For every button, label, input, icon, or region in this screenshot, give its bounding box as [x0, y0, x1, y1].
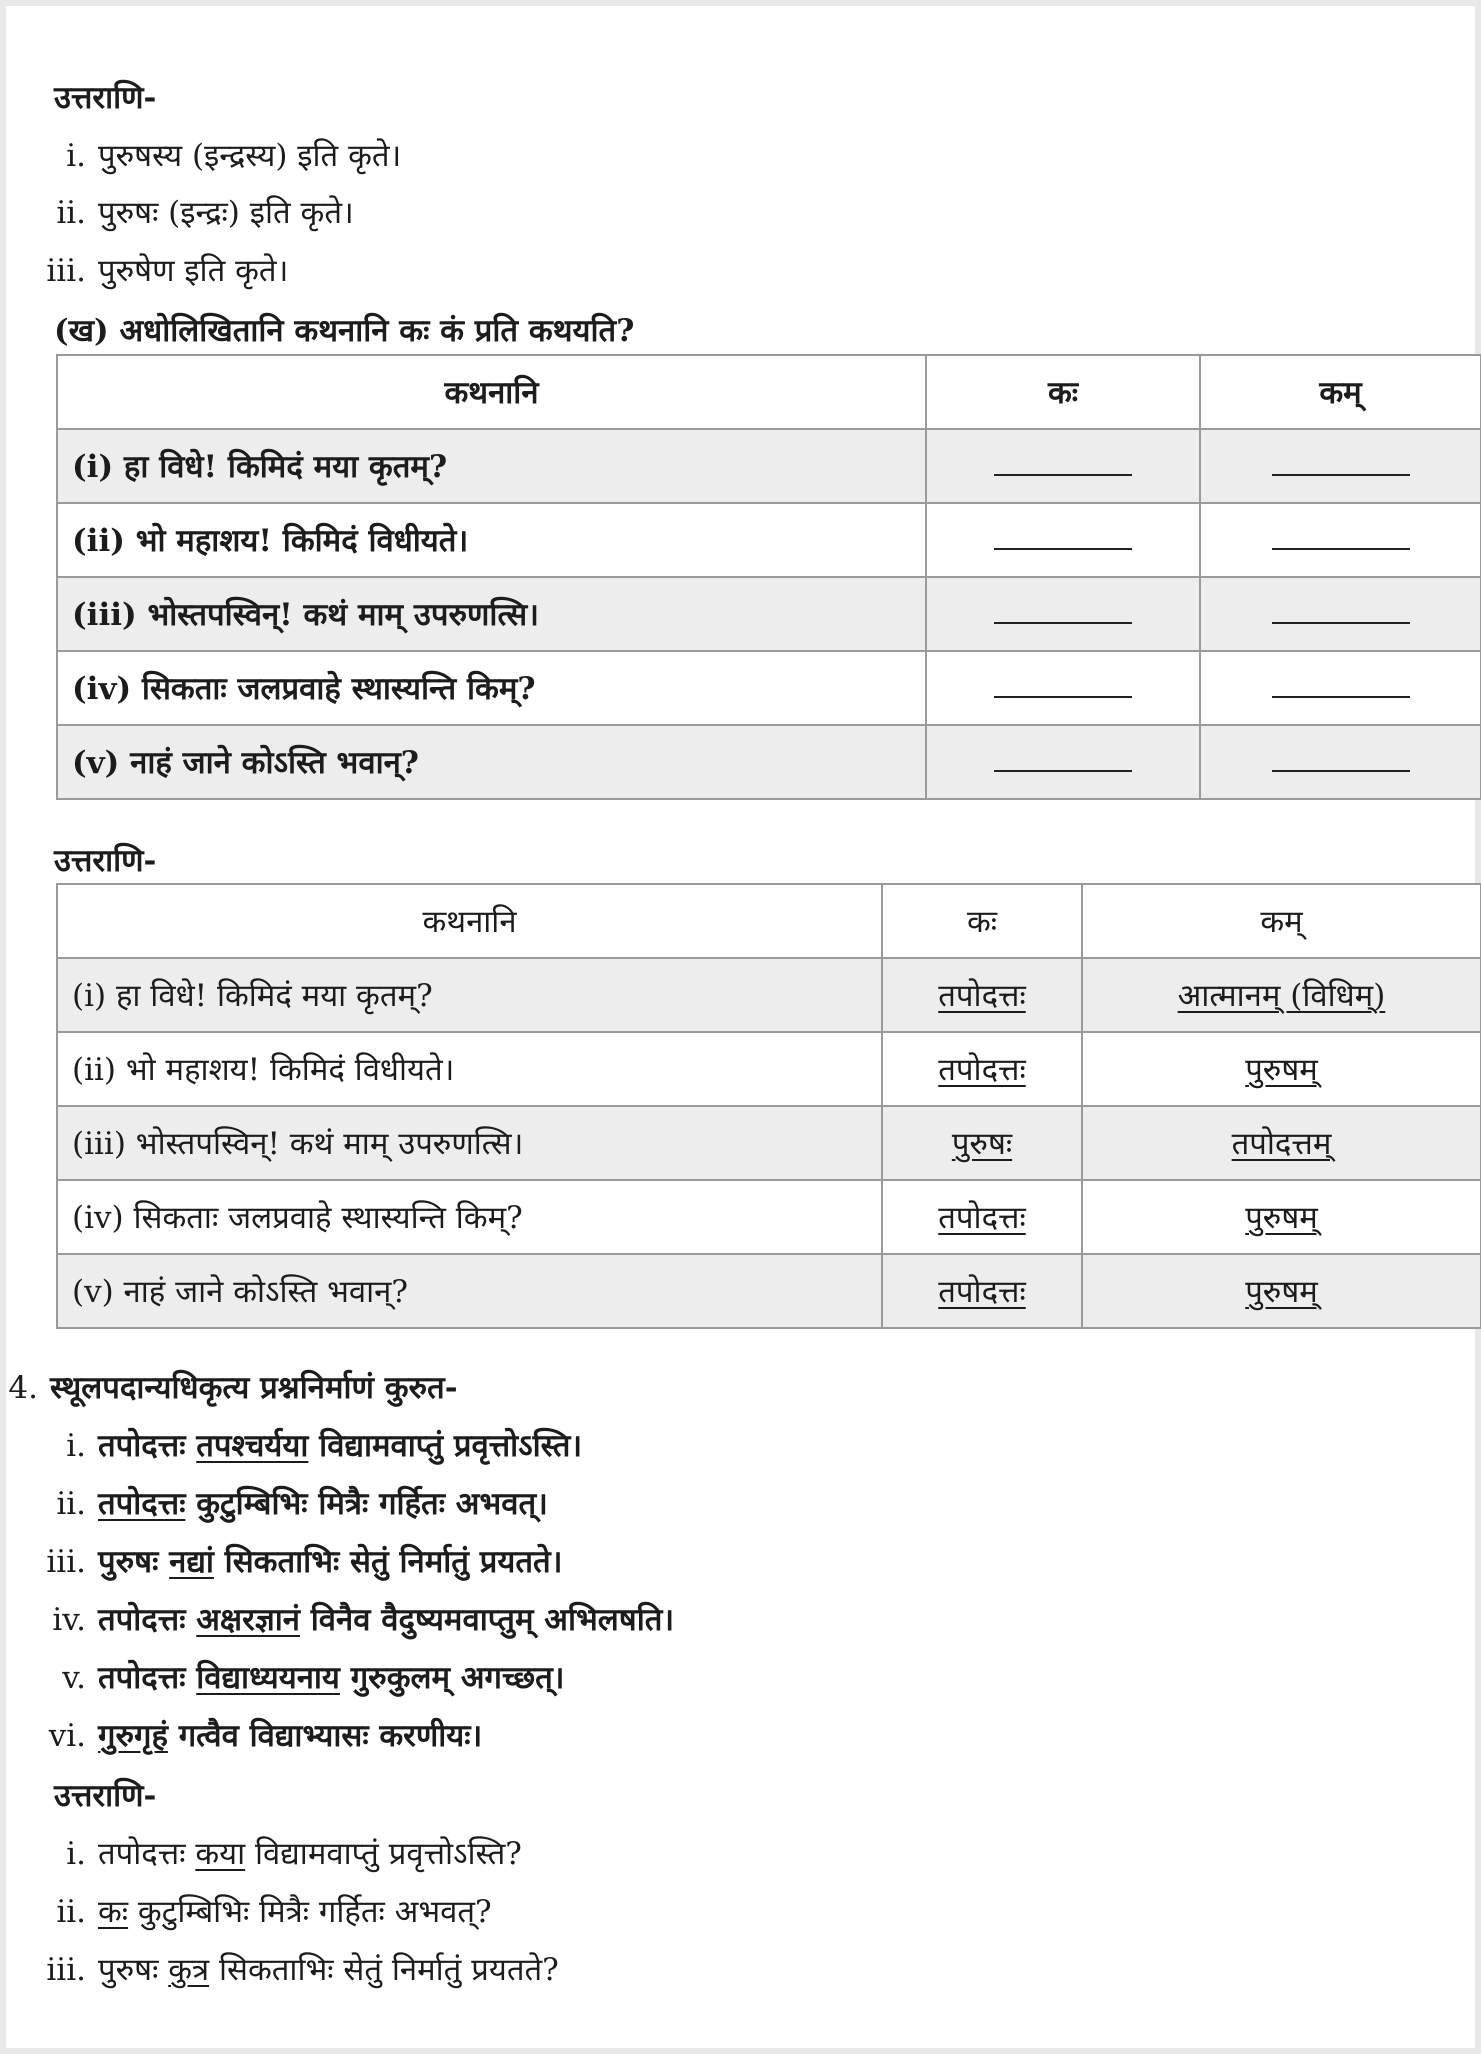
question-item: [36, 1540, 562, 1582]
item-number: iv.: [52, 1602, 86, 1638]
addressee-cell: [1082, 1254, 1481, 1328]
addressee-cell: [1082, 1032, 1481, 1106]
question-word: कः: [98, 1894, 129, 1930]
speaker-answer: तपोदत्तः: [938, 1200, 1026, 1236]
column-header: कम्: [1082, 884, 1481, 958]
speaker-blank: [926, 725, 1200, 799]
table-row: [57, 651, 1481, 725]
answer-item: [36, 1890, 492, 1932]
row-number: (iii): [72, 597, 137, 633]
addressee-blank: [1200, 429, 1481, 503]
statement-cell: (v) नाहं जाने कोऽस्ति भवान्?: [57, 1254, 882, 1328]
speaker-cell: [882, 1180, 1082, 1254]
addressee-answer: तपोदत्तम्: [1231, 1126, 1332, 1162]
highlighted-word: अक्षरज्ञानं: [196, 1602, 300, 1638]
speaker-cell: [882, 958, 1082, 1032]
speaker-answer: तपोदत्तः: [938, 1274, 1026, 1310]
addressee-answer: आत्मानम् (विधिम्): [1177, 978, 1386, 1014]
statement-cell: (ii) भो महाशय! किमिदं विधीयते।: [57, 1032, 882, 1106]
question-kha-table: [56, 354, 1481, 800]
speaker-blank: [926, 577, 1200, 651]
highlighted-word: तपश्चर्यया: [196, 1428, 309, 1464]
column-header: कथनानि: [57, 884, 882, 958]
answer-item: [36, 249, 288, 291]
speaker-cell: [882, 1106, 1082, 1180]
item-text: पुरुषः कुत्र सिकताभिः सेतुं निर्मातुं प्रयतते?: [98, 1952, 559, 1988]
statement-cell: (iv) सिकताः जलप्रवाहे स्थास्यन्ति किम्?: [57, 1180, 882, 1254]
question-number: 4.: [8, 1370, 38, 1406]
addressee-cell: [1082, 1180, 1481, 1254]
speaker-cell: [882, 1032, 1082, 1106]
document-page: [6, 6, 1475, 2048]
table-row: [57, 725, 1481, 799]
item-text: पुरुषेण इति कृते।: [98, 253, 289, 289]
table-header-row: [57, 355, 1481, 429]
question-item: [36, 1482, 548, 1524]
statement-cell: (iii) भोस्तपस्विन्! कथं माम् उपरुणत्सि।: [57, 1106, 882, 1180]
question-word: कुत्र: [168, 1952, 210, 1988]
answer-item: [36, 191, 354, 233]
question-word: कया: [195, 1836, 246, 1872]
highlighted-word: गुरुगृहं: [98, 1718, 168, 1754]
item-number: vi.: [48, 1718, 86, 1754]
answers-heading: उत्तराणि-: [54, 80, 157, 116]
speaker-answer: तपोदत्तः: [938, 978, 1026, 1014]
addressee-cell: [1082, 1106, 1481, 1180]
item-text: तपोदत्तः विद्याध्ययनाय गुरुकुलम् अगच्छत्।: [98, 1660, 565, 1696]
statement-cell: (i) हा विधे! किमिदं मया कृतम्?: [57, 958, 882, 1032]
item-text: कः कुटुम्बिभिः मित्रैः गर्हितः अभवत्?: [98, 1894, 492, 1930]
item-number: iii.: [46, 253, 86, 289]
question-4-heading: [8, 1366, 458, 1408]
row-number: (v): [72, 745, 120, 781]
addressee-blank: [1200, 577, 1481, 651]
table-row: [57, 1254, 1481, 1328]
answers-kha-heading: उत्तराणि-: [54, 843, 157, 879]
item-text: तपोदत्तः कया विद्यामवाप्तुं प्रवृत्तोऽस्ति?: [98, 1836, 522, 1872]
statement-cell: [57, 429, 926, 503]
statement-text: सिकताः जलप्रवाहे स्थास्यन्ति किम्?: [141, 671, 536, 707]
answer-item: [36, 1948, 559, 1990]
column-header: कः: [926, 355, 1200, 429]
speaker-answer: तपोदत्तः: [938, 1052, 1026, 1088]
statement-text: हा विधे! किमिदं मया कृतम्?: [123, 449, 448, 485]
item-text: पुरुषः नद्यां सिकताभिः सेतुं निर्मातुं प्रयतते।: [98, 1544, 563, 1580]
item-number: i.: [66, 1428, 86, 1464]
statement-text: नाहं जाने कोऽस्ति भवान्?: [130, 745, 419, 781]
item-text: तपोदत्तः कुटुम्बिभिः मित्रैः गर्हितः अभवत्।: [98, 1486, 548, 1522]
item-number: i.: [66, 138, 86, 174]
item-text: गुरुगृहं गत्वैव विद्याभ्यासः करणीयः।: [98, 1718, 483, 1754]
addressee-blank: [1200, 725, 1481, 799]
table-header-row: [57, 884, 1481, 958]
table-row: [57, 1106, 1481, 1180]
question-4-answers-heading: उत्तराणि-: [54, 1778, 157, 1814]
question-item: [36, 1656, 565, 1698]
answers-kha-table: [56, 883, 1481, 1329]
question-title: स्थूलपदान्यधिकृत्य प्रश्ननिर्माणं कुरुत-: [50, 1370, 458, 1406]
addressee-answer: पुरुषम्: [1245, 1274, 1318, 1310]
item-number: ii.: [56, 1486, 86, 1522]
item-text: तपोदत्तः अक्षरज्ञानं विनैव वैदुष्यमवाप्तुम् अभिलषति।: [98, 1602, 675, 1638]
item-text: तपोदत्तः तपश्चर्यया विद्यामवाप्तुं प्रवृत्तोऽस्ति।: [98, 1428, 583, 1464]
item-text: पुरुषस्य (इन्द्रस्य) इति कृते।: [98, 138, 402, 174]
question-item: [36, 1598, 674, 1640]
addressee-answer: पुरुषम्: [1245, 1200, 1318, 1236]
table-row: [57, 577, 1481, 651]
item-number: i.: [66, 1836, 86, 1872]
speaker-blank: [926, 429, 1200, 503]
row-number: (iv): [72, 671, 132, 707]
item-number: iii.: [46, 1544, 86, 1580]
column-header: कम्: [1200, 355, 1481, 429]
speaker-blank: [926, 503, 1200, 577]
statement-text: भो महाशय! किमिदं विधीयते।: [135, 523, 469, 559]
addressee-answer: पुरुषम्: [1245, 1052, 1318, 1088]
statement-cell: [57, 503, 926, 577]
question-kha-title: (ख) अधोलिखितानि कथनानि कः कं प्रति कथयति?: [54, 313, 635, 349]
answer-item: [36, 1832, 522, 1874]
statement-cell: [57, 577, 926, 651]
column-header: कः: [882, 884, 1082, 958]
item-number: ii.: [56, 195, 86, 231]
statement-text: भोस्तपस्विन्! कथं माम् उपरुणत्सि।: [147, 597, 540, 633]
question-item: [36, 1714, 482, 1756]
highlighted-word: तपोदत्तः: [98, 1486, 186, 1522]
statement-cell: [57, 725, 926, 799]
item-number: ii.: [56, 1894, 86, 1930]
row-number: (ii): [72, 523, 125, 559]
table-row: [57, 1032, 1481, 1106]
highlighted-word: नद्यां: [169, 1544, 214, 1580]
answer-item: [36, 134, 401, 176]
addressee-blank: [1200, 503, 1481, 577]
item-number: v.: [62, 1660, 86, 1696]
table-row: [57, 1180, 1481, 1254]
highlighted-word: विद्याध्ययनाय: [196, 1660, 340, 1696]
table-row: [57, 958, 1481, 1032]
speaker-cell: [882, 1254, 1082, 1328]
speaker-answer: पुरुषः: [951, 1126, 1013, 1162]
statement-cell: [57, 651, 926, 725]
item-text: पुरुषः (इन्द्रः) इति कृते।: [98, 195, 354, 231]
table-row: [57, 429, 1481, 503]
addressee-blank: [1200, 651, 1481, 725]
item-number: iii.: [46, 1952, 86, 1988]
speaker-blank: [926, 651, 1200, 725]
addressee-cell: [1082, 958, 1481, 1032]
column-header: कथनानि: [57, 355, 926, 429]
row-number: (i): [72, 449, 114, 485]
table-row: [57, 503, 1481, 577]
question-item: [36, 1424, 582, 1466]
